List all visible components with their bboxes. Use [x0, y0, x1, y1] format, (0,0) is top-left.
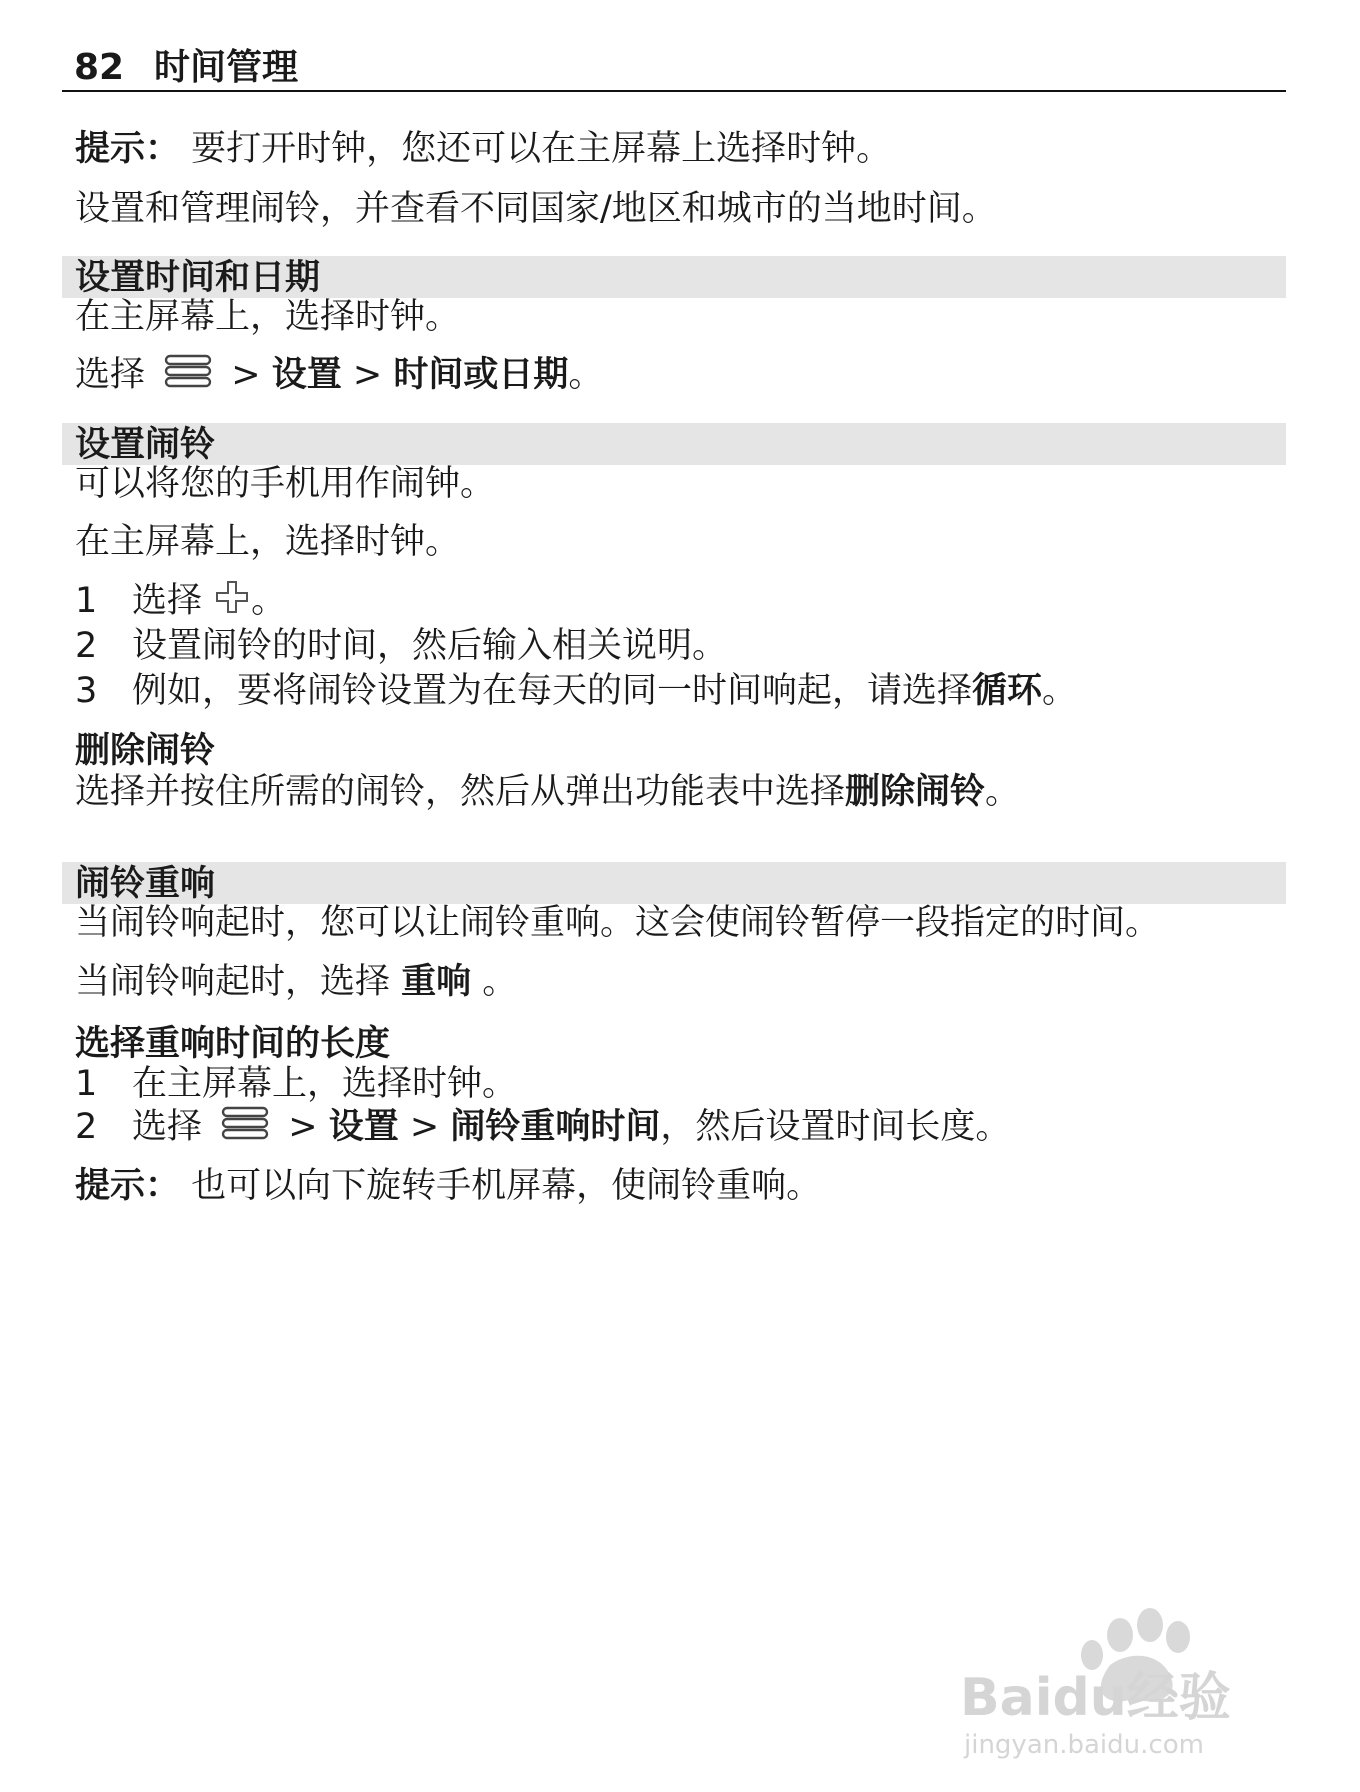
- delete-alarm-bold: 删除闹铃: [845, 772, 986, 812]
- snooze-line2: [75, 961, 517, 1003]
- tip-label: 提示：: [75, 1166, 181, 1206]
- period: 。: [1042, 671, 1078, 711]
- step-number: 2: [75, 626, 98, 666]
- watermark-logo-text: Baidu经验: [960, 1668, 1231, 1728]
- period: 。: [471, 962, 518, 1002]
- period: 。: [985, 772, 1021, 812]
- path-separator: >: [277, 1107, 329, 1147]
- step-number: 1: [75, 1064, 98, 1104]
- tip-paragraph: [75, 1165, 821, 1207]
- page-number: 82: [74, 47, 125, 88]
- snooze-line1: 当闹铃响起时，您可以让闹铃重响。这会使闹铃暂停一段指定的时间。: [75, 903, 1161, 943]
- step-text: 设置闹铃的时间，然后输入相关说明。: [132, 626, 728, 666]
- set-alarm-line1: 可以将您的手机用作闹钟。: [75, 464, 496, 504]
- step-text: ，然后设置时间长度。: [660, 1107, 1011, 1147]
- period: 。: [568, 355, 604, 395]
- heading-set-time: [62, 256, 1286, 298]
- select-text: 选择: [132, 1107, 203, 1147]
- set-time-path: [75, 354, 603, 398]
- step-number: 1: [75, 581, 98, 621]
- delete-alarm-text: [75, 771, 1020, 813]
- section-title: 时间管理: [154, 47, 299, 88]
- tip-text: 要打开时钟，您还可以在主屏幕上选择时钟。: [180, 129, 892, 169]
- intro-paragraph: 设置和管理闹铃，并查看不同国家/地区和城市的当地时间。: [75, 189, 997, 229]
- path-separator: >: [341, 355, 394, 395]
- watermark-url: jingyan.baidu.com: [964, 1730, 1204, 1760]
- set-alarm-line2: 在主屏幕上，选择时钟。: [75, 522, 461, 562]
- path-separator: >: [220, 355, 272, 395]
- path-settings: 设置: [271, 355, 342, 395]
- list-item: [75, 580, 286, 624]
- path-settings: 设置: [328, 1107, 399, 1147]
- heading-set-alarm-text: 设置闹铃: [75, 425, 216, 465]
- path-target: 闹铃重响时间: [450, 1107, 661, 1147]
- heading-snooze-length: 选择重响时间的长度: [75, 1024, 391, 1064]
- menu-icon: [221, 1106, 269, 1150]
- tip-label: 提示：: [75, 129, 181, 169]
- step-bold: 循环: [972, 671, 1043, 711]
- step-text: 在主屏幕上，选择时钟。: [132, 1064, 518, 1104]
- set-time-line1: 在主屏幕上，选择时钟。: [75, 297, 461, 337]
- select-text: 选择: [75, 355, 146, 395]
- plus-icon: [215, 580, 249, 624]
- snooze-line2-text: 当闹铃响起时，选择: [75, 962, 402, 1002]
- list-item: [75, 1106, 1010, 1150]
- tip-paragraph: [75, 128, 891, 170]
- menu-icon: [164, 354, 212, 398]
- tip-text: 也可以向下旋转手机屏幕，使闹铃重响。: [180, 1166, 822, 1206]
- page-header: [62, 46, 1286, 92]
- snooze-bold: 重响: [401, 962, 472, 1002]
- path-target: 时间或日期: [393, 355, 569, 395]
- step-number: 2: [75, 1107, 98, 1147]
- select-text: 选择: [132, 581, 203, 621]
- period: 。: [251, 581, 287, 621]
- heading-delete-alarm: 删除闹铃: [75, 731, 216, 771]
- heading-snooze-text: 闹铃重响: [75, 864, 216, 904]
- heading-set-alarm: [62, 423, 1286, 465]
- step-text: 例如，要将闹铃设置为在每天的同一时间响起，请选择: [132, 671, 973, 711]
- list-item: [75, 625, 727, 667]
- list-item: [75, 1063, 517, 1105]
- heading-snooze: [62, 862, 1286, 904]
- step-number: 3: [75, 671, 98, 711]
- list-item: [75, 670, 1077, 712]
- baidu-watermark: [960, 1595, 1280, 1765]
- heading-set-time-text: 设置时间和日期: [75, 258, 321, 298]
- delete-alarm-body: 选择并按住所需的闹铃，然后从弹出功能表中选择: [75, 772, 846, 812]
- path-separator: >: [398, 1107, 451, 1147]
